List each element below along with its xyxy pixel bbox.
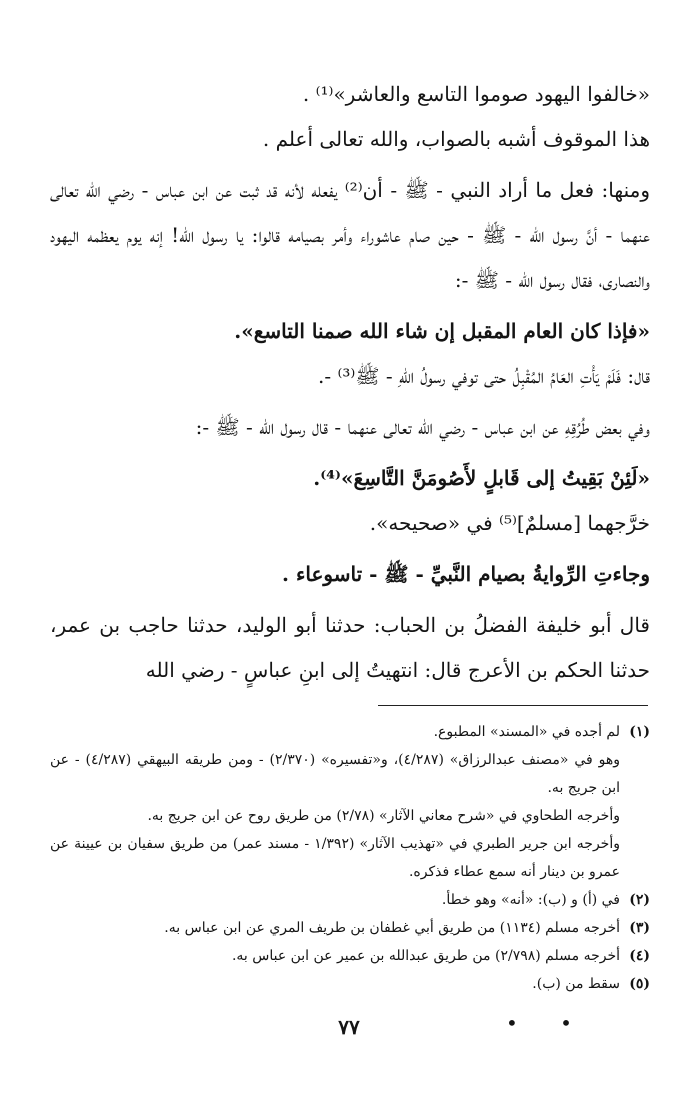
footnote-text: وأخرجه ابن جرير الطبري في «تهذيب الآثار» (١/٣٩٢ - مسند عمر) من طريق سفيان بن عيينة عن عمرو بن دينار أنه سمع عطاء فذكره. [50,836,620,880]
paragraph-kharrajahuma: خرَّجهما [مسلمٌ]⁽⁵⁾ في «صحيحه». [369,511,650,535]
page-number: ٧٧ [338,1015,360,1039]
footnotes [50,718,650,998]
footnote-text: لم أجده في «المسند» المطبوع. [433,724,620,740]
footnote-1 [50,718,650,886]
footnote-number: (٣) [629,920,650,936]
decorative-dots: • • [506,1011,590,1035]
paragraph-quote-1: «خالفوا اليهود صوموا التاسع والعاشر»⁽¹⁾ . [302,82,650,106]
footnote-text: وهو في «مصنف عبدالرزاق» (٤/٢٨٧)، و«تفسيره» (٢/٣٧٠) - ومن طريقه البيهقي (٤/٢٨٧) - عن ابن جريج به. [50,752,620,796]
footnote-text: في (أ) و (ب): «أنه» وهو خطأ. [441,892,620,908]
paragraph-riwaya: وجاءتِ الرِّوايةُ بصيام النَّبيِّ - ﷺ - تاسوعاء . [282,562,650,586]
main-text [50,72,650,693]
paragraph-turuq: وفي بعض طُرُقِهِ عن ابن عباس - رضي الله تعالى عنهما - قال رسول الله - ﷺ -: [195,415,650,439]
footnote-5 [50,970,650,998]
footnote-number: (٥) [629,976,650,992]
footnote-number: (٤) [629,948,650,964]
footnote-number: (٢) [629,892,650,908]
paragraph-qala: قال: فَلَمْ يَأْتِ العَامُ المُقْبِلُ حتى توفي رسولُ اللّهِ - ﷺ⁽³⁾ -. [317,364,650,388]
footnote-text: وأخرجه الطحاوي في «شرح معاني الآثار» (٢/٧٨) من طريق روح عن ابن جريج به. [147,808,620,824]
footnote-divider [378,705,648,706]
footnote-text: سقط من (ب). [532,976,620,992]
footnote-text: أخرجه مسلم (٢/٧٩٨) من طريق عبدالله بن عمير عن ابن عباس به. [231,948,620,964]
footnote-text: أخرجه مسلم (١١٣٤) من طريق أبي غطفان بن طريف المري عن ابن عباس به. [164,920,620,936]
paragraph-isnad: قال أبو خليفة الفضلُ بن الحباب: حدثنا أبو الوليد، حدثنا حاجب بن عمر، حدثنا الحكم بن الأعرج قال: انتهيتُ إلى ابنِ عباسٍ - رضي الله [50,613,650,682]
hadith-quote-1: «فإذا كان العام المقبل إن شاء الله صمنا التاسع». [234,319,650,343]
footnote-3 [50,914,650,942]
footnote-4 [50,942,650,970]
footnote-2 [50,886,650,914]
hadith-quote-2: «لَئِنْ بَقِيتُ إلى قَابلٍ لأَصُومَنَّ التَّاسِعَ»⁽⁴⁾. [313,466,650,490]
paragraph-conclusion: هذا الموقوف أشبه بالصواب، والله تعالى أعلم . [262,127,650,151]
paragraph-wa-minha: ومنها: فعل ما أراد النبي - ﷺ - أن⁽²⁾ يفعله لأنه قد ثبت عن ابن عباس - رضي الله تعالى عنهما - أنَّ رسول الله - ﷺ - حين صام عاشوراء وأمر بصيامه قالوا: يا رسول الله! إنه يوم يعظمه اليهود والنصارى، فقال رسول الله - ﷺ -: [50,178,650,292]
footnote-number: (١) [629,724,650,740]
